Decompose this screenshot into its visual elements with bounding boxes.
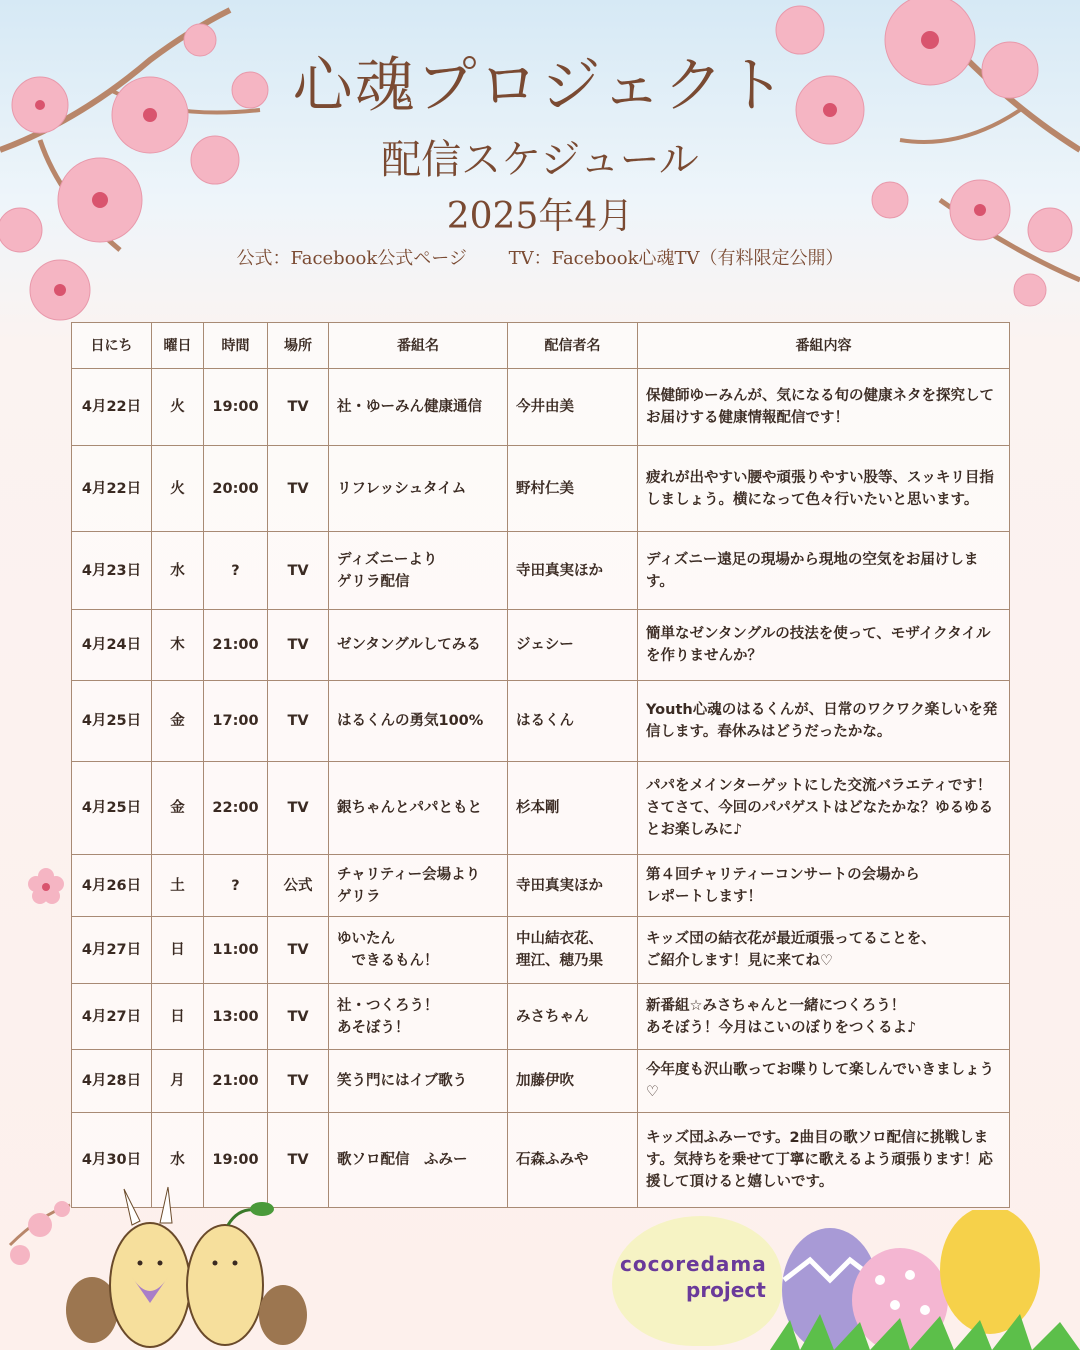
cell-day: 日 — [152, 984, 204, 1050]
col-date: 日にち — [72, 323, 152, 369]
cell-day: 水 — [152, 1113, 204, 1208]
cell-time: 21:00 — [204, 610, 268, 681]
table-row — [72, 917, 1010, 984]
cell-day: 金 — [152, 762, 204, 855]
cell-program: 社・ゆーみん健康通信 — [329, 369, 508, 446]
table-row — [72, 532, 1010, 610]
cell-description: ディズニー遠足の現場から現地の空気をお届けします。 — [638, 532, 1010, 610]
table-row — [72, 1050, 1010, 1113]
cell-date: 4月24日 — [72, 610, 152, 681]
cell-day: 火 — [152, 446, 204, 532]
cell-place: TV — [268, 917, 329, 984]
cell-date: 4月30日 — [72, 1113, 152, 1208]
cell-place: 公式 — [268, 855, 329, 917]
cell-time: 19:00 — [204, 369, 268, 446]
cell-host: 野村仁美 — [508, 446, 638, 532]
cell-place: TV — [268, 681, 329, 762]
cell-place: TV — [268, 1113, 329, 1208]
cell-program: チャリティー会場より ゲリラ — [329, 855, 508, 917]
cell-program: リフレッシュタイム — [329, 446, 508, 532]
cell-time: 22:00 — [204, 762, 268, 855]
cell-place: TV — [268, 762, 329, 855]
schedule-table — [71, 322, 1010, 1208]
cell-host: はるくん — [508, 681, 638, 762]
cell-place: TV — [268, 1050, 329, 1113]
cell-day: 水 — [152, 532, 204, 610]
cell-description: 第４回チャリティーコンサートの会場から レポートします！ — [638, 855, 1010, 917]
cell-day: 土 — [152, 855, 204, 917]
cell-host: 石森ふみや — [508, 1113, 638, 1208]
page-title: 心魂プロジェクト — [292, 51, 788, 121]
col-day: 曜日 — [152, 323, 204, 369]
cell-time: 21:00 — [204, 1050, 268, 1113]
cell-host: みさちゃん — [508, 984, 638, 1050]
cell-program: ゆいたん できるもん！ — [329, 917, 508, 984]
cell-date: 4月27日 — [72, 984, 152, 1050]
table-row — [72, 762, 1010, 855]
cell-day: 月 — [152, 1050, 204, 1113]
cell-place: TV — [268, 446, 329, 532]
cell-time: 13:00 — [204, 984, 268, 1050]
cell-time: ? — [204, 855, 268, 917]
cell-date: 4月22日 — [72, 369, 152, 446]
table-row — [72, 610, 1010, 681]
cell-host: 杉本剛 — [508, 762, 638, 855]
cell-day: 金 — [152, 681, 204, 762]
location-legend — [0, 244, 1080, 270]
cell-program: 銀ちゃんとパパともと — [329, 762, 508, 855]
easter-eggs-illustration — [770, 1210, 1080, 1350]
cell-host: 寺田真実ほか — [508, 855, 638, 917]
cell-day: 日 — [152, 917, 204, 984]
logo-text-line2: project — [686, 1278, 766, 1302]
cell-time: 19:00 — [204, 1113, 268, 1208]
page-subtitle: 配信スケジュール — [381, 137, 699, 183]
cell-day: 火 — [152, 369, 204, 446]
legend-official: 公式：Facebook公式ページ — [236, 248, 467, 269]
col-time: 時間 — [204, 323, 268, 369]
cell-program: 歌ソロ配信 ふみー — [329, 1113, 508, 1208]
cell-description: 簡単なゼンタングルの技法を使って、モザイクタイルを作りませんか？ — [638, 610, 1010, 681]
cell-description: 疲れが出やすい腰や頑張りやすい股等、スッキリ目指しましょう。横になって色々行いたいと思います。 — [638, 446, 1010, 532]
cell-host: 寺田真実ほか — [508, 532, 638, 610]
cell-date: 4月27日 — [72, 917, 152, 984]
cell-place: TV — [268, 984, 329, 1050]
cell-date: 4月22日 — [72, 446, 152, 532]
cell-host: 今井由美 — [508, 369, 638, 446]
cell-date: 4月25日 — [72, 681, 152, 762]
cell-program: はるくんの勇気100% — [329, 681, 508, 762]
cell-day: 木 — [152, 610, 204, 681]
blossom-icon — [28, 868, 64, 904]
col-place: 場所 — [268, 323, 329, 369]
table-row — [72, 369, 1010, 446]
cell-time: 11:00 — [204, 917, 268, 984]
table-row — [72, 984, 1010, 1050]
cell-date: 4月25日 — [72, 762, 152, 855]
cell-description: パパをメインターゲットにした交流バラエティです！さてさて、今回のパパゲストはどなたかな？ゆるゆるとお楽しみに♪ — [638, 762, 1010, 855]
table-row — [72, 446, 1010, 532]
table-header-row — [72, 323, 1010, 369]
cell-program: ゼンタングルしてみる — [329, 610, 508, 681]
cell-time: 17:00 — [204, 681, 268, 762]
mascot-characters-illustration — [0, 1185, 320, 1350]
cell-time: 20:00 — [204, 446, 268, 532]
cell-time: ? — [204, 532, 268, 610]
cell-description: 今年度も沢山歌ってお喋りして楽しんでいきましょう♡ — [638, 1050, 1010, 1113]
logo-text-line1: cocoredama — [620, 1252, 767, 1276]
col-program: 番組名 — [329, 323, 508, 369]
cell-description: 新番組☆みさちゃんと一緒につくろう！ あそぼう！今月はこいのぼりをつくるよ♪ — [638, 984, 1010, 1050]
cell-description: 保健師ゆーみんが、気になる旬の健康ネタを探究してお届けする健康情報配信です！ — [638, 369, 1010, 446]
schedule-month: 2025年4月 — [446, 196, 634, 237]
cell-host: 中山結衣花、 理江、穂乃果 — [508, 917, 638, 984]
cell-date: 4月23日 — [72, 532, 152, 610]
cell-description: Youth心魂のはるくんが、日常のワクワク楽しいを発信します。春休みはどうだったかな。 — [638, 681, 1010, 762]
cell-place: TV — [268, 369, 329, 446]
cell-host: 加藤伊吹 — [508, 1050, 638, 1113]
cell-description: キッズ団の結衣花が最近頑張ってることを、 ご紹介します！見に来てね♡ — [638, 917, 1010, 984]
cell-description: キッズ団ふみーです。2曲目の歌ソロ配信に挑戦します。気持ちを乗せて丁寧に歌えるよう頑張ります！応援して頂けると嬉しいです。 — [638, 1113, 1010, 1208]
cell-place: TV — [268, 610, 329, 681]
cell-place: TV — [268, 532, 329, 610]
cell-date: 4月26日 — [72, 855, 152, 917]
col-description: 番組内容 — [638, 323, 1010, 369]
cell-host: ジェシー — [508, 610, 638, 681]
cell-date: 4月28日 — [72, 1050, 152, 1113]
legend-tv: TV：Facebook心魂TV（有料限定公開） — [508, 248, 844, 269]
col-host: 配信者名 — [508, 323, 638, 369]
cell-program: 笑う門にはイブ歌う — [329, 1050, 508, 1113]
table-row — [72, 855, 1010, 917]
cell-program: ディズニーより ゲリラ配信 — [329, 532, 508, 610]
cell-program: 社・つくろう！ あそぼう！ — [329, 984, 508, 1050]
table-row — [72, 681, 1010, 762]
